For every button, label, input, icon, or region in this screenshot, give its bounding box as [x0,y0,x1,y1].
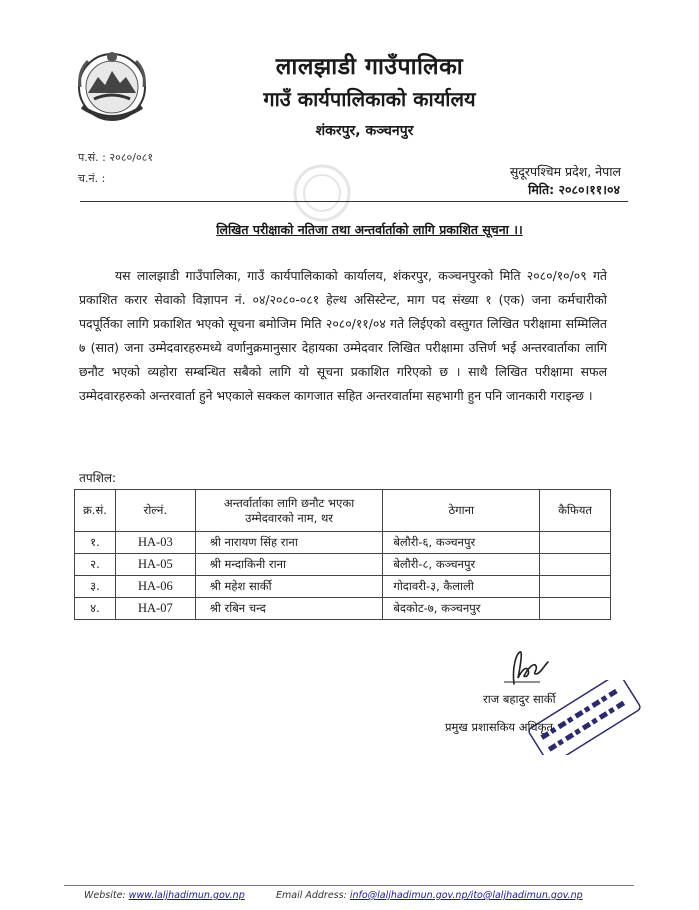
reference-number: प.सं. : २०८०/०८१ [78,151,154,164]
office-name: गाउँ कार्यपालिकाको कार्यालय [263,87,476,111]
faint-seal-watermark [292,163,352,223]
col-header-name: अन्तर्वार्ताका लागि छनौट भएका उम्मेदवारको नाम, थर [195,490,383,532]
cell-address: बेदकोट-७, कञ्चनपुर [383,598,540,620]
header-divider [80,201,628,202]
cell-roll: HA-05 [115,554,195,576]
col-header-remarks: कैफियत [540,490,611,532]
footer-divider [64,885,634,886]
cell-name: श्री मन्दाकिनी राना [195,554,383,576]
cell-sn: ४. [75,598,116,620]
cell-sn: १. [75,532,116,554]
cell-name: श्री महेश सार्की [195,576,383,598]
dispatch-number: च.नं. : [78,172,106,185]
col-header-sn: क्र.सं. [75,490,116,532]
table-row [75,532,611,554]
signatory-title: प्रमुख प्रशासकिय अधिकृत [445,720,553,734]
cell-address: बेलौरी-६, कञ्चनपुर [383,532,540,554]
cell-sn: २. [75,554,116,576]
cell-address: बेलौरी-८, कञ्चनपुर [383,554,540,576]
document-date: मिति: २०८०।११।०४ [528,182,620,197]
province-label: सुदूरपश्चिम प्रदेश, नेपाल [509,164,621,179]
body-text: यस लालझाडी गाउँपालिका, गाउँ कार्यपालिकाको कार्यालय, शंकरपुर, कञ्चनपुरको मिति २०८०/१०/०९ गते प्रकाशित करार सेवाको विज्ञापन नं. ०४/२०८०-०८१ हेल्थ असिस्टेन्ट, माग पद संख्या १ (एक) जना कर्मचारीको पदपूर्तिका लागि प्रकाशित भएको सूचना बमोजिम मिति २०८०/११/०४ गते लिईएको वस्तुगत लिखित परीक्षामा सम्मिलित ७ (सात) जना उम्मेदवारहरुमध्ये वर्णानुक्रमानुसार देहायका उम्मेदवार लिखित परीक्षामा उत्तिर्ण भई अन्तरवार्ताका लागि छनौट भएको व्यहोरा सम्बन्धित सबैको लागि यो सूचना प्रकाशित गरिएको छ । साथै लिखित परीक्षामा सफल उम्मेदवारहरुको अन्तरवार्ता हुने भएकाले सक्कल कागजात सहित अन्तरवार्तामा सहभागी हुन पनि जानकारी गराइन्छ । [79,268,607,403]
cell-name: श्री नारायण सिंह राना [195,532,383,554]
cell-roll: HA-06 [115,576,195,598]
footer-email [276,890,583,901]
cell-address: गोदावरी-३, कैलाली [383,576,540,598]
cell-remarks [540,598,611,620]
cell-roll: HA-03 [115,532,195,554]
notice-subject [0,221,699,238]
footer-website [84,890,245,901]
subject-text: लिखित परीक्षाको नतिजा तथा अन्तर्वार्ताको लागि प्रकाशित सूचना ।। [216,222,523,237]
table-header-row [75,490,611,532]
website-label: Website: [84,890,126,901]
table-row [75,576,611,598]
col-header-roll: रोल्नं. [115,490,195,532]
notice-body [79,264,607,408]
office-address: शंकरपुर, कञ्चनपुर [315,123,414,139]
cell-remarks [540,532,611,554]
cell-remarks [540,576,611,598]
cell-remarks [540,554,611,576]
signatory-name: राज बहादुर सार्की [483,692,556,706]
candidate-table [74,489,611,620]
website-link[interactable]: www.laljhadimun.gov.np [128,890,245,901]
col-header-address: ठेगाना [383,490,540,532]
table-row [75,554,611,576]
cell-sn: ३. [75,576,116,598]
table-row [75,598,611,620]
details-label: तपशिल: [79,471,117,485]
email-link[interactable]: info@laljhadimun.gov.np/ito@laljhadimun.gov.np [349,890,583,901]
email-label: Email Address: [276,890,347,901]
cell-name: श्री रबिन चन्द [195,598,383,620]
cell-roll: HA-07 [115,598,195,620]
municipality-name: लालझाडी गाउँपालिका [275,54,464,80]
